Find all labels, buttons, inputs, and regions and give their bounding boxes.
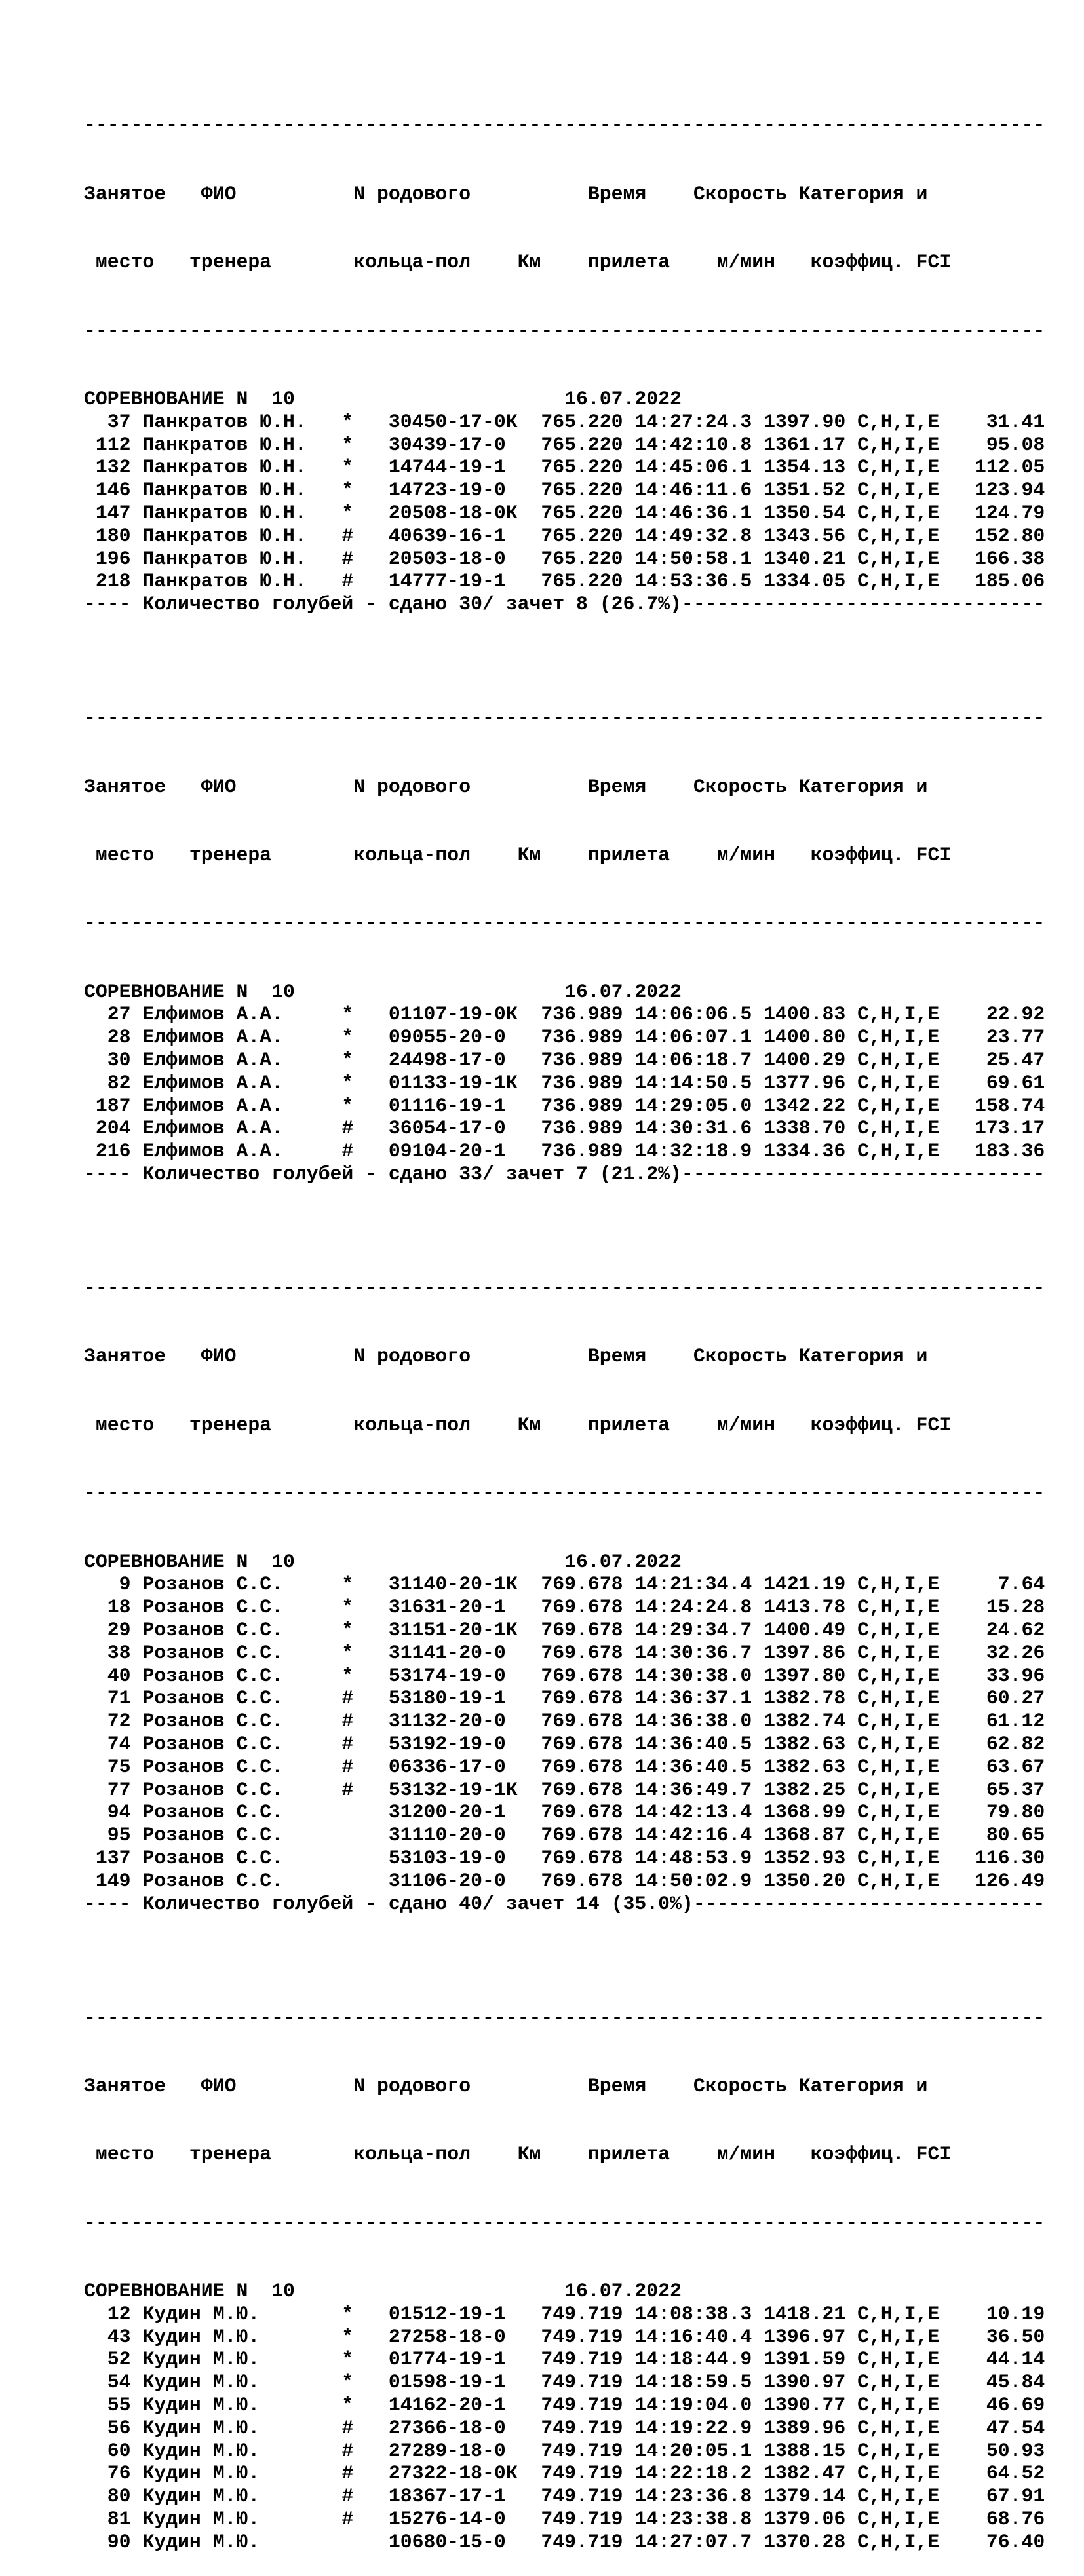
result-row: 55 Кудин М.Ю. * 14162-20-1 749.719 14:19:04.0 1390.77 C,H,I,E 46.69 — [84, 2394, 1045, 2417]
result-row: 74 Розанов С.С. # 53192-19-0 769.678 14:36:40.5 1382.63 C,H,I,E 62.82 — [84, 1732, 1045, 1755]
result-row: 77 Розанов С.С. # 53132-19-1К 769.678 14:36:49.7 1382.25 C,H,I,E 65.37 — [84, 1778, 1045, 1801]
header-line-2: место тренера кольца-пол Км прилета м/мин коэффиц. FCI — [84, 2143, 952, 2166]
result-row: 43 Кудин М.Ю. * 27258-18-0 749.719 14:16:40.4 1396.97 C,H,I,E 36.50 — [84, 2325, 1045, 2348]
result-row: 146 Панкратов Ю.Н. * 14723-19-0 765.220 14:46:11.6 1351.52 C,H,I,E 123.94 — [84, 479, 1045, 502]
header-line-2: место тренера кольца-пол Км прилета м/мин коэффиц. FCI — [84, 1413, 952, 1436]
separator-line: ---------------------------------------------------------------------------------- — [84, 912, 1045, 935]
competition-line: СОРЕВНОВАНИЕ N 10 16.07.2022 — [84, 1550, 682, 1573]
result-row: 71 Розанов С.С. # 53180-19-1 769.678 14:36:37.1 1382.78 C,H,I,E 60.27 — [84, 1687, 1045, 1710]
result-row: 94 Розанов С.С. 31200-20-1 769.678 14:42:13.4 1368.99 C,H,I,E 79.80 — [84, 1801, 1045, 1824]
separator-line: ---------------------------------------------------------------------------------- — [84, 1277, 1045, 1300]
result-row: 112 Панкратов Ю.Н. * 30439-17-0 765.220 14:42:10.8 1361.17 C,H,I,E 95.08 — [84, 433, 1045, 456]
separator-line: ---------------------------------------------------------------------------------- — [84, 707, 1045, 730]
result-row: 216 Елфимов А.А. # 09104-20-1 736.989 14:32:18.9 1334.36 C,H,I,E 183.36 — [84, 1140, 1045, 1163]
result-row: 75 Розанов С.С. # 06336-17-0 769.678 14:36:40.5 1382.63 C,H,I,E 63.67 — [84, 1755, 1045, 1778]
competition-line: СОРЕВНОВАНИЕ N 10 16.07.2022 — [84, 980, 682, 1003]
summary-line: ---- Количество голубей - сдано 40/ зачет 14 (35.0%)------------------------------ — [84, 1892, 1045, 1915]
result-row: 180 Панкратов Ю.Н. # 40639-16-1 765.220 14:49:32.8 1343.56 C,H,I,E 152.80 — [84, 524, 1045, 547]
header-line-2: место тренера кольца-пол Км прилета м/мин коэффиц. FCI — [84, 251, 952, 274]
header-line-2: место тренера кольца-пол Км прилета м/мин коэффиц. FCI — [84, 843, 952, 866]
result-row: 54 Кудин М.Ю. * 01598-19-1 749.719 14:18:59.5 1390.97 C,H,I,E 45.84 — [84, 2371, 1045, 2394]
separator-line: ---------------------------------------------------------------------------------- — [84, 2211, 1045, 2234]
result-block — [84, 388, 1045, 616]
result-row: 204 Елфимов А.А. # 36054-17-0 736.989 14:30:31.6 1338.70 C,H,I,E 173.17 — [84, 1117, 1045, 1140]
competition-line: СОРЕВНОВАНИЕ N 10 16.07.2022 — [84, 2280, 682, 2303]
competition-line: СОРЕВНОВАНИЕ N 10 16.07.2022 — [84, 387, 682, 410]
header-line-1: Занятое ФИО N родового Время Скорость Категория и — [84, 2074, 928, 2097]
result-row: 29 Розанов С.С. * 31151-20-1К 769.678 14:29:34.7 1400.49 C,H,I,E 24.62 — [84, 1618, 1045, 1641]
result-row: 147 Панкратов Ю.Н. * 20508-18-0К 765.220 14:46:36.1 1350.54 C,H,I,E 124.79 — [84, 501, 1045, 524]
result-row: 218 Панкратов Ю.Н. # 14777-19-1 765.220 14:53:36.5 1334.05 C,H,I,E 185.06 — [84, 570, 1045, 593]
result-row: 9 Розанов С.С. * 31140-20-1К 769.678 14:21:34.4 1421.19 C,H,I,E 7.64 — [84, 1573, 1045, 1596]
result-block — [84, 2280, 1045, 2554]
result-row: 132 Панкратов Ю.Н. * 14744-19-1 765.220 14:45:06.1 1354.13 C,H,I,E 112.05 — [84, 456, 1045, 479]
result-row: 28 Елфимов А.А. * 09055-20-0 736.989 14:06:07.1 1400.80 C,H,I,E 23.77 — [84, 1026, 1045, 1049]
result-row: 82 Елфимов А.А. * 01133-19-1К 736.989 14:14:50.5 1377.96 C,H,I,E 69.61 — [84, 1071, 1045, 1094]
separator-line: ---------------------------------------------------------------------------------- — [84, 1482, 1045, 1505]
separator-line: ---------------------------------------------------------------------------------- — [84, 2006, 1045, 2029]
result-row: 30 Елфимов А.А. * 24498-17-0 736.989 14:06:18.7 1400.29 C,H,I,E 25.47 — [84, 1049, 1045, 1072]
separator-line: ---------------------------------------------------------------------------------- — [84, 319, 1045, 342]
summary-line: ---- Количество голубей - сдано 30/ зачет 8 (26.7%)------------------------------- — [84, 593, 1045, 616]
result-row: 80 Кудин М.Ю. # 18367-17-1 749.719 14:23:36.8 1379.14 C,H,I,E 67.91 — [84, 2485, 1045, 2508]
results-document — [84, 46, 1045, 2576]
summary-line: ---- Количество голубей - сдано 33/ зачет 7 (21.2%)------------------------------- — [84, 1163, 1045, 1186]
result-row: 12 Кудин М.Ю. * 01512-19-1 749.719 14:08:38.3 1418.21 C,H,I,E 10.19 — [84, 2302, 1045, 2325]
header-line-1: Занятое ФИО N родового Время Скорость Категория и — [84, 775, 928, 798]
result-row: 137 Розанов С.С. 53103-19-0 769.678 14:48:53.9 1352.93 C,H,I,E 116.30 — [84, 1846, 1045, 1869]
result-row: 81 Кудин М.Ю. # 15276-14-0 749.719 14:23:38.8 1379.06 C,H,I,E 68.76 — [84, 2508, 1045, 2531]
result-row: 196 Панкратов Ю.Н. # 20503-18-0 765.220 14:50:58.1 1340.21 C,H,I,E 166.38 — [84, 547, 1045, 570]
result-row: 38 Розанов С.С. * 31141-20-0 769.678 14:30:36.7 1397.86 C,H,I,E 32.26 — [84, 1641, 1045, 1664]
result-row: 149 Розанов С.С. 31106-20-0 769.678 14:50:02.9 1350.20 C,H,I,E 126.49 — [84, 1869, 1045, 1892]
result-row: 40 Розанов С.С. * 53174-19-0 769.678 14:30:38.0 1397.80 C,H,I,E 33.96 — [84, 1664, 1045, 1687]
header-line-1: Занятое ФИО N родового Время Скорость Категория и — [84, 1345, 928, 1368]
result-row: 52 Кудин М.Ю. * 01774-19-1 749.719 14:18:44.9 1391.59 C,H,I,E 44.14 — [84, 2348, 1045, 2371]
result-row: 56 Кудин М.Ю. # 27366-18-0 749.719 14:19:22.9 1389.96 C,H,I,E 47.54 — [84, 2416, 1045, 2439]
result-row: 90 Кудин М.Ю. 10680-15-0 749.719 14:27:07.7 1370.28 C,H,I,E 76.40 — [84, 2530, 1045, 2553]
result-row: 27 Елфимов А.А. * 01107-19-0К 736.989 14:06:06.5 1400.83 C,H,I,E 22.92 — [84, 1003, 1045, 1026]
result-row: 72 Розанов С.С. # 31132-20-0 769.678 14:36:38.0 1382.74 C,H,I,E 61.12 — [84, 1710, 1045, 1733]
separator-line: ---------------------------------------------------------------------------------- — [84, 114, 1045, 137]
result-row: 95 Розанов С.С. 31110-20-0 769.678 14:42:16.4 1368.87 C,H,I,E 80.65 — [84, 1824, 1045, 1847]
result-row: 187 Елфимов А.А. * 01116-19-1 736.989 14:29:05.0 1342.22 C,H,I,E 158.74 — [84, 1094, 1045, 1117]
result-block — [84, 1551, 1045, 1916]
header-line-1: Занятое ФИО N родового Время Скорость Категория и — [84, 182, 928, 205]
result-row: 60 Кудин М.Ю. # 27289-18-0 749.719 14:20:05.1 1388.15 C,H,I,E 50.93 — [84, 2439, 1045, 2462]
result-row: 76 Кудин М.Ю. # 27322-18-0К 749.719 14:22:18.2 1382.47 C,H,I,E 64.52 — [84, 2462, 1045, 2485]
result-row: 18 Розанов С.С. * 31631-20-1 769.678 14:24:24.8 1413.78 C,H,I,E 15.28 — [84, 1596, 1045, 1619]
result-row: 37 Панкратов Ю.Н. * 30450-17-0К 765.220 14:27:24.3 1397.90 C,H,I,E 31.41 — [84, 410, 1045, 433]
result-block — [84, 981, 1045, 1186]
